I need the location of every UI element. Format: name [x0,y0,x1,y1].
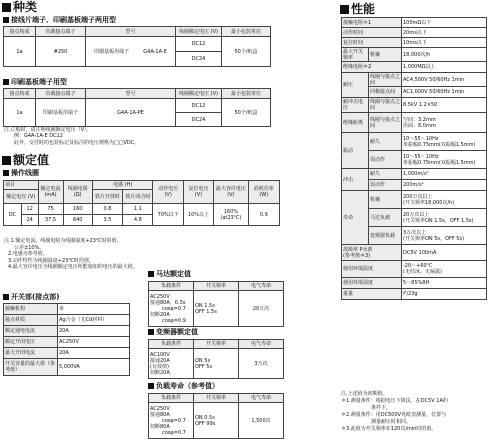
th-iron-open: 铁片开放时 [92,190,122,204]
cell-key: 额定开闭电压 [4,337,58,348]
coil-table [3,180,280,226]
cell-contact: 1a [4,99,36,127]
types-sub1-title: 接线片端子、印刷基板端子两用型 [3,16,116,24]
perf-value: 8.5kV 1.2×50 [402,98,487,113]
cell-key: 接点材质 [4,315,58,326]
cell-dc: DC [4,204,22,226]
th-load-cond: 负载条件 [149,394,194,403]
th-load-cond: 负载条件 [149,340,194,349]
th-freq: 开关频率 [194,340,239,349]
th-freq: 开关频率 [194,282,239,291]
note-line: ＊3.此值为开关频率在120次/min时的值。 [341,426,437,432]
cell-current: 37.5 [38,215,63,226]
section-square-icon [148,329,154,335]
th-model: 型号 [86,27,176,37]
note-line: 2.电感为参考值。 [8,251,48,258]
note-line: 例：G4A-1A-E DC12 [14,133,63,140]
cell-voltage: 24 [21,215,38,226]
section-square-icon [3,294,9,300]
perf-value: 约23g [402,289,487,300]
cell-load-cond: AC250V 接通80A cosφ=0.7 切断80A cosφ=0.7 [149,403,194,439]
perf-key: 动作时间 [342,28,402,38]
th-rated-voltage: 额定电压 (V) [4,190,39,204]
section-square-icon [148,383,154,389]
cell-load-cond: AC100V 接通20A (有效值) 切断20A [149,349,194,379]
cell-open: 0.8 [92,204,122,215]
th-dropout: 复位电压 (V) [183,181,213,204]
cell-life: 1,500次 [239,403,284,439]
coil-sub-title: 操作线圈 [3,169,39,177]
perf-subkey: 误动作 [369,151,402,169]
th-model: 型号 [86,89,176,99]
cell-contact: 1a [4,37,36,67]
perf-key: 最大开关频率 [342,48,369,62]
inverter-table [148,339,284,379]
perf-value: 20ms以下 [402,28,487,38]
th-life: 电气寿命 [239,394,284,403]
cell-life: 3万次 [239,349,284,379]
th-power: 消耗功率 (W) [248,181,279,204]
perf-key: 耐压 [342,73,369,98]
th-coil-voltage: 线圈额定电压 (V) [176,89,222,99]
section-square-icon [2,3,11,12]
perf-value: DC5V 100mA [402,245,487,261]
note-line: 公差±10%。 [14,244,45,251]
note-line: 注.订购时，请注明线圈额定电压（V）。 [4,127,92,133]
perf-key: 耐冲击电压 [342,98,369,113]
section-square-icon [3,17,9,23]
load-life-table [148,393,284,439]
cell-voltage: DC24 [176,52,222,67]
perf-key: 接触电阻＊1 [342,18,402,28]
cell-resistance: 640 [63,215,92,226]
cell-value: 20A [58,326,130,337]
cell-freq: ON 5s OFF 5s [194,349,239,379]
note-line: 测量耐压时相同。 [371,419,412,425]
cell-voltage: DC24 [176,113,222,127]
cell-max: 160% (at23℃) [214,204,248,226]
th-coil-resistance: 线圈电阻 (Ω) [63,181,92,204]
cell-freq: ON 0.5s OFF 99s [194,403,239,439]
cell-key: 最大开闭电流 [4,348,58,359]
motor-sub-title: 马达额定值 [148,270,191,278]
note-line: ＊1.测量条件：根据电压下降法，在DC5V 1A的 [341,398,448,404]
section-square-icon [3,170,9,176]
th-load-terminal: 负载接点端子 [36,89,86,99]
th-max-voltage: 最大容许电压 (V) [214,181,248,204]
cell-power: 0.9 [248,204,279,226]
th-freq: 开关频率 [194,394,239,403]
perf-value: AC4,500V 50/60Hz 1min [402,73,487,87]
load-life-sub-title: 负载寿命（参考值） [148,382,219,390]
perf-subkey: 机械 [369,48,402,62]
th-iron-closed: 铁片闭合时 [123,190,153,204]
cell-key: 额定通电电流 [4,326,58,337]
th-coil-voltage: 线圈额定电压 (V) [176,27,222,37]
perf-key: 使用环境湿度 [342,278,402,289]
cell-dropout: 10%以上 [183,204,213,226]
perf-value: 20万次以上 (开关频率ON 1.5s，OFF 1.5s) [402,209,487,227]
perf-value: 5～85%RH [402,278,487,289]
perf-subkey: 线圈与接点之间 [370,99,401,111]
section-square-icon [340,5,349,14]
section-square-icon [148,271,154,277]
th-item: 项目 [4,181,39,190]
note-line: 条件下。 [371,405,392,411]
cell-model: G4A-1A-PE [86,99,176,127]
cell-resistance: 160 [63,204,92,215]
cell-voltage: DC12 [176,37,222,52]
perf-value: 10～55～10Hz 单振幅0.75mm(双振幅1.5mm) [402,151,487,169]
perf-value: 100mΩ以下 [402,18,487,28]
types-sub2-title: 印刷基板端子用型 [3,78,67,86]
cell-voltage: DC12 [176,99,222,113]
performance-section-title: 性能 [340,3,375,15]
perf-value: 10～55～10Hz 单振幅0.75mm(双振幅1.5mm) [402,133,487,151]
perf-key: 冲击 [342,169,369,191]
cell-load-cond: AC250V 接通80A，0.3s cosφ=0.7 切断20A cosφ=0.9 [149,291,194,327]
note-line: 注.上述值为初期值。 [341,391,388,397]
cell-voltage: 12 [21,204,38,215]
coil-notes [4,238,158,271]
perf-value: 200m/s² [402,180,487,191]
cell-value: 单 [58,304,130,315]
cell-pickup: 70%以下 [153,204,183,226]
cell-key: 接触机构 [4,304,58,315]
motor-table [148,281,284,327]
contact-table [3,303,130,376]
perf-value: 10ms以下 [402,38,487,48]
note-line: 3.动作特性为线圈温度+23℃时的值。 [8,257,94,264]
ratings-section-title: 额定值 [2,154,49,166]
note-line: 4.最大容许电压为线圈额定电压所能施加的电压的最大值。 [8,264,138,271]
perf-key: 振动 [342,133,369,169]
section-square-icon [3,79,9,85]
cell-value: 20A [58,348,130,359]
th-contact: 接点构成 [4,27,36,37]
cell-terminal: 印刷基板用端子 [36,99,86,127]
cell-freq: ON 1.5s OFF 1.5s [194,291,239,327]
types-notes [4,127,139,146]
types-section-title: 种类 [2,1,37,13]
contact-sub-title: 开关部(接点部) [3,293,59,301]
perf-value: 1,000m/s² [402,169,487,180]
types-table-2 [3,88,271,127]
perf-subkey: 误动作 [369,180,402,191]
th-pack: 最小包装单位 [222,89,271,99]
cell-key: 开关容量的最大值（参考值） [4,359,58,376]
cell-value: Ag合金（无Cd材料） [58,315,130,326]
perf-key: 使用环境温度 [342,261,402,278]
perf-value: 3万次以上 (开关频率ON 5s，OFF 5s) [402,227,487,245]
perf-key: 重量 [342,289,402,300]
perf-subkey: 耐久 [369,169,402,180]
cell-life: 20万次 [239,291,284,327]
note-line: ＊2.测量条件：用DC500V兆欧表测量，位置与 [341,412,447,418]
cell-closed: 4.8 [123,215,153,226]
perf-value: 1,000MΩ以上 [402,62,487,73]
perf-subkey: 变频器负载 [369,227,402,245]
perf-subkey: 机械 [369,191,402,209]
perf-value: 18,000次/h [402,48,487,62]
perf-value: -20～+60℃ (无结冰、无凝露) [402,261,487,278]
th-life: 电气寿命 [239,340,284,349]
cell-current: 75 [38,204,63,215]
cell-pack: 50个/纸盒 [222,37,271,67]
perf-subkey: 耐久 [369,133,402,151]
perf-value: AC1,000V 50/60Hz 1min [402,87,487,98]
th-inductance: 电感 (H) [92,181,153,190]
th-pickup: 动作电压 (V) [153,181,183,204]
perf-key: 故障率 P水准 (参考值＊3) [342,245,402,261]
performance-table [341,17,487,300]
cell-current: #250 [36,37,86,67]
cell-value: AC250V [58,337,130,348]
perf-value: 空间：3.2mm 沿面：8.0mm [402,113,487,133]
note-line: 此外，交付时的包装标记及标注的电压规格为□□VDC。 [14,139,140,146]
th-pack: 最小包装单位 [222,27,271,37]
th-contact: 接点构成 [4,89,36,99]
perf-subkey: 同极接点间 [369,87,402,98]
cell-terminal-model: 印刷基板用端子 G4A-1A-E [86,37,176,67]
performance-notes [341,391,448,433]
th-load-cond: 负载条件 [149,282,194,291]
note-line: 注.1.额定电流、线圈电阻为线圈温度+23℃时的值， [4,238,122,244]
perf-key: 复位时间 [342,38,402,48]
th-rated-current: 额定电流 (mA) [38,181,63,204]
perf-key: 寿命 [342,191,369,245]
th-life: 电气寿命 [239,282,284,291]
inverter-sub-title: 变频器额定值 [148,328,198,336]
th-load-terminal: 负载接点端子 [36,27,86,37]
perf-subkey: 线圈与接点之间 [369,113,402,133]
perf-value: 200万次以上 (开关频率18,000次/h) [402,191,487,209]
section-square-icon [2,156,11,165]
perf-key: 绝缘距离 [342,113,369,133]
cell-pack: 50个/纸盒 [222,99,271,127]
cell-closed: 1.1 [123,204,153,215]
perf-subkey: 马达负载 [369,209,402,227]
cell-open: 3.5 [92,215,122,226]
cell-value: 5,000VA [58,359,130,376]
perf-subkey: 线圈与接点之间 [370,73,401,86]
perf-key: 绝缘电阻＊2 [342,62,402,73]
types-table-1 [3,26,271,67]
